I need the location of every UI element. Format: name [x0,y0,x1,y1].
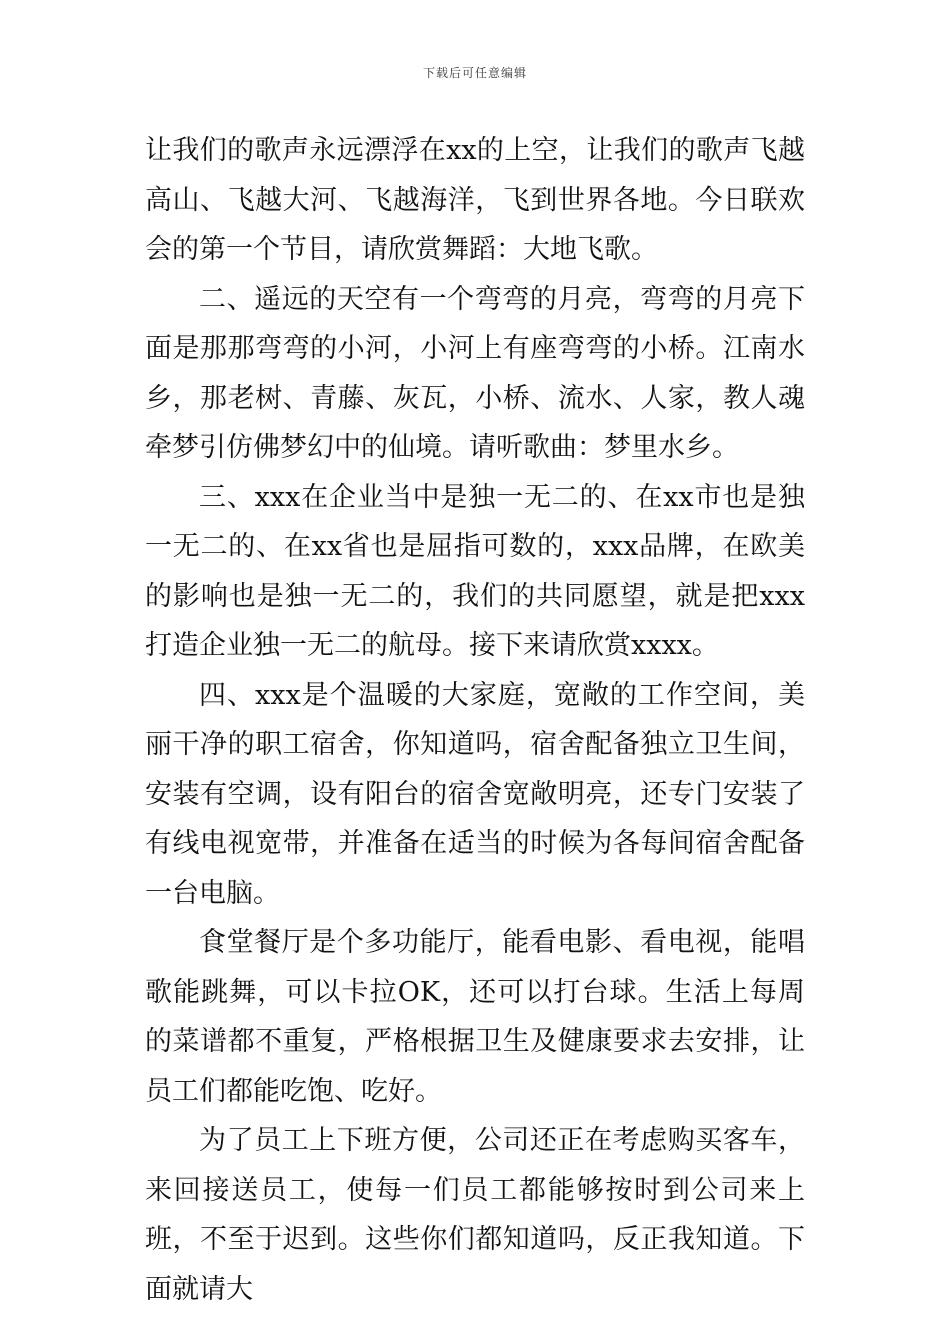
paragraph-6: 为了员工上下班方便，公司还正在考虑购买客车，来回接送员工，使每一们员工都能够按时到公司来上班，不至于迟到。这些你们都知道吗，反正我知道。下面就请大 [145,1125,805,1305]
document-body [145,126,805,1314]
paragraph-5: 食堂餐厅是个多功能厅，能看电影、看电视，能唱歌能跳舞，可以卡拉OK，还可以打台球。生活上每周的菜谱都不重复，严格根据卫生及健康要求去安排，让员工们都能吃饱、吃好。 [145,927,805,1107]
paragraph-3: 三、xxx在企业当中是独一无二的、在xx市也是独一无二的、在xx省也是屈指可数的，xxx品牌，在欧美的影响也是独一无二的，我们的共同愿望，就是把xxx打造企业独一无二的航母。接下来请欣赏xxxx。 [145,481,805,661]
page-header: 下载后可任意编辑 [422,66,527,80]
paragraph-2: 二、遥远的天空有一个弯弯的月亮，弯弯的月亮下面是那那弯弯的小河，小河上有座弯弯的小桥。江南水乡，那老树、青藤、灰瓦，小桥、流水、人家，教人魂牵梦引仿佛梦幻中的仙境。请听歌曲：梦里水乡。 [145,283,805,463]
paragraph-1: 让我们的歌声永远漂浮在xx的上空，让我们的歌声飞越高山、飞越大河、飞越海洋，飞到世界各地。今日联欢会的第一个节目，请欣赏舞蹈：大地飞歌。 [145,135,805,265]
paragraph-4: 四、xxx是个温暖的大家庭，宽敞的工作空间，美丽干净的职工宿舍，你知道吗，宿舍配备独立卫生间，安装有空调，设有阳台的宿舍宽敞明亮，还专门安装了有线电视宽带，并准备在适当的时候为各每间宿舍配备一台电脑。 [145,679,805,909]
